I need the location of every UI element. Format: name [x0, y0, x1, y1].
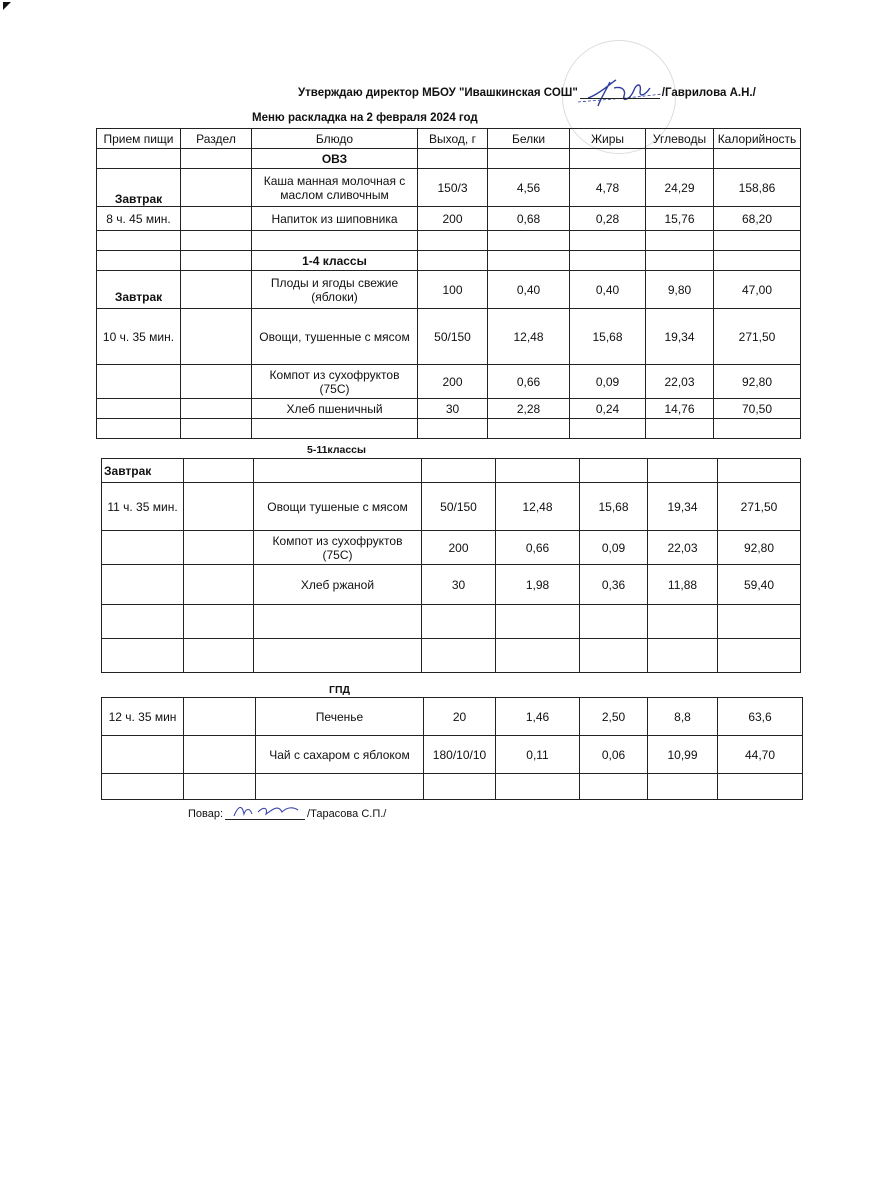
dish-protein: 12,48 [488, 309, 570, 365]
dish-yield: 200 [418, 207, 488, 231]
meal-time: 12 ч. 35 мин [102, 698, 184, 736]
section-title: 1-4 классы [252, 251, 418, 271]
dish-protein: 0,40 [488, 271, 570, 309]
dish-carbs: 11,88 [648, 565, 718, 605]
table-row [97, 309, 801, 365]
dish-yield: 30 [422, 565, 496, 605]
cook-line [188, 807, 386, 820]
dish-kcal: 92,80 [714, 365, 801, 399]
meal-label: Завтрак [97, 271, 181, 309]
dish-fat: 0,09 [580, 531, 648, 565]
dish-yield: 20 [424, 698, 496, 736]
col-header-dish: Блюдо [252, 129, 418, 149]
dish-protein: 0,66 [488, 365, 570, 399]
table-row-empty [97, 419, 801, 439]
dish-protein: 0,68 [488, 207, 570, 231]
approval-text: Утверждаю директор МБОУ "Ивашкинская СОШ" [298, 87, 578, 99]
section-row-1-4 [97, 251, 801, 271]
dish-kcal: 158,86 [714, 169, 801, 207]
cook-name: /Тарасова С.П./ [307, 808, 387, 820]
dish-protein: 4,56 [488, 169, 570, 207]
dish-name: Компот из сухофруктов (75С) [254, 531, 422, 565]
dish-fat: 4,78 [570, 169, 646, 207]
dish-kcal: 70,50 [714, 399, 801, 419]
dish-fat: 0,28 [570, 207, 646, 231]
section-title: ОВЗ [252, 149, 418, 169]
dish-name: Печенье [256, 698, 424, 736]
table-header-row [97, 129, 801, 149]
dish-yield: 150/3 [418, 169, 488, 207]
col-header-carbs: Углеводы [646, 129, 714, 149]
table-row [97, 207, 801, 231]
table-row [97, 365, 801, 399]
dish-name: Каша манная молочная с маслом сливочным [252, 169, 418, 207]
cook-signature-line [225, 807, 305, 820]
dish-fat: 0,36 [580, 565, 648, 605]
director-signature-line [580, 86, 660, 99]
table-row-empty [97, 231, 801, 251]
dish-kcal: 68,20 [714, 207, 801, 231]
table-row-empty [102, 605, 801, 639]
dish-yield: 180/10/10 [424, 736, 496, 774]
dish-kcal: 59,40 [718, 565, 801, 605]
table-row [102, 565, 801, 605]
menu-table-1 [96, 128, 801, 439]
director-name: /Гаврилова А.Н./ [661, 87, 756, 99]
dish-carbs: 14,76 [646, 399, 714, 419]
col-header-section: Раздел [181, 129, 252, 149]
dish-yield: 200 [418, 365, 488, 399]
table-row [97, 399, 801, 419]
dish-kcal: 44,70 [718, 736, 803, 774]
dish-name: Напиток из шиповника [252, 207, 418, 231]
col-header-fat: Жиры [570, 129, 646, 149]
meal-time: 11 ч. 35 мин. [102, 483, 184, 531]
dish-kcal: 47,00 [714, 271, 801, 309]
table-row [102, 483, 801, 531]
dish-carbs: 19,34 [648, 483, 718, 531]
dish-protein: 0,11 [496, 736, 580, 774]
dish-carbs: 24,29 [646, 169, 714, 207]
dish-name: Овощи, тушенные с мясом [252, 309, 418, 365]
dish-name: Хлеб пшеничный [252, 399, 418, 419]
dish-protein: 12,48 [496, 483, 580, 531]
dish-carbs: 10,99 [648, 736, 718, 774]
dish-name: Компот из сухофруктов (75С) [252, 365, 418, 399]
table-row [102, 736, 803, 774]
dish-fat: 2,50 [580, 698, 648, 736]
dish-yield: 200 [422, 531, 496, 565]
table-row [102, 459, 801, 483]
dish-carbs: 22,03 [648, 531, 718, 565]
dish-yield: 50/150 [422, 483, 496, 531]
dish-fat: 0,09 [570, 365, 646, 399]
corner-mark [3, 2, 11, 10]
dish-kcal: 63,6 [718, 698, 803, 736]
approval-line [298, 86, 756, 99]
table-row [97, 169, 801, 207]
col-header-kcal: Калорийность [714, 129, 801, 149]
table-row [102, 698, 803, 736]
dish-yield: 100 [418, 271, 488, 309]
dish-fat: 0,40 [570, 271, 646, 309]
table-row-empty [102, 639, 801, 673]
page-title: Меню раскладка на 2 февраля 2024 год [252, 112, 478, 124]
dish-fat: 15,68 [580, 483, 648, 531]
dish-protein: 2,28 [488, 399, 570, 419]
dish-carbs: 15,76 [646, 207, 714, 231]
dish-fat: 15,68 [570, 309, 646, 365]
section-title-5-11: 5-11классы [307, 444, 366, 456]
dish-name: Плоды и ягоды свежие (яблоки) [252, 271, 418, 309]
dish-name: Чай с сахаром с яблоком [256, 736, 424, 774]
dish-carbs: 8,8 [648, 698, 718, 736]
dish-carbs: 9,80 [646, 271, 714, 309]
dish-protein: 0,66 [496, 531, 580, 565]
table-row [97, 271, 801, 309]
col-header-meal: Прием пищи [97, 129, 181, 149]
dish-kcal: 271,50 [718, 483, 801, 531]
section-title-gpd: ГПД [329, 684, 350, 696]
dish-yield: 50/150 [418, 309, 488, 365]
dish-protein: 1,98 [496, 565, 580, 605]
dish-fat: 0,06 [580, 736, 648, 774]
dish-fat: 0,24 [570, 399, 646, 419]
dish-kcal: 271,50 [714, 309, 801, 365]
menu-table-3 [101, 697, 803, 800]
dish-kcal: 92,80 [718, 531, 801, 565]
dish-protein: 1,46 [496, 698, 580, 736]
dish-name: Хлеб ржаной [254, 565, 422, 605]
col-header-protein: Белки [488, 129, 570, 149]
cook-label: Повар: [188, 808, 224, 820]
meal-label: Завтрак [97, 169, 181, 207]
dish-name: Овощи тушеные с мясом [254, 483, 422, 531]
dish-yield: 30 [418, 399, 488, 419]
dish-carbs: 22,03 [646, 365, 714, 399]
col-header-yield: Выход, г [418, 129, 488, 149]
table-row-empty [102, 774, 803, 800]
meal-time: 10 ч. 35 мин. [97, 309, 181, 365]
dish-carbs: 19,34 [646, 309, 714, 365]
table-row [102, 531, 801, 565]
section-row-ovz [97, 149, 801, 169]
meal-time: 8 ч. 45 мин. [97, 207, 181, 231]
menu-table-2 [101, 458, 801, 673]
meal-label: Завтрак [102, 459, 184, 483]
